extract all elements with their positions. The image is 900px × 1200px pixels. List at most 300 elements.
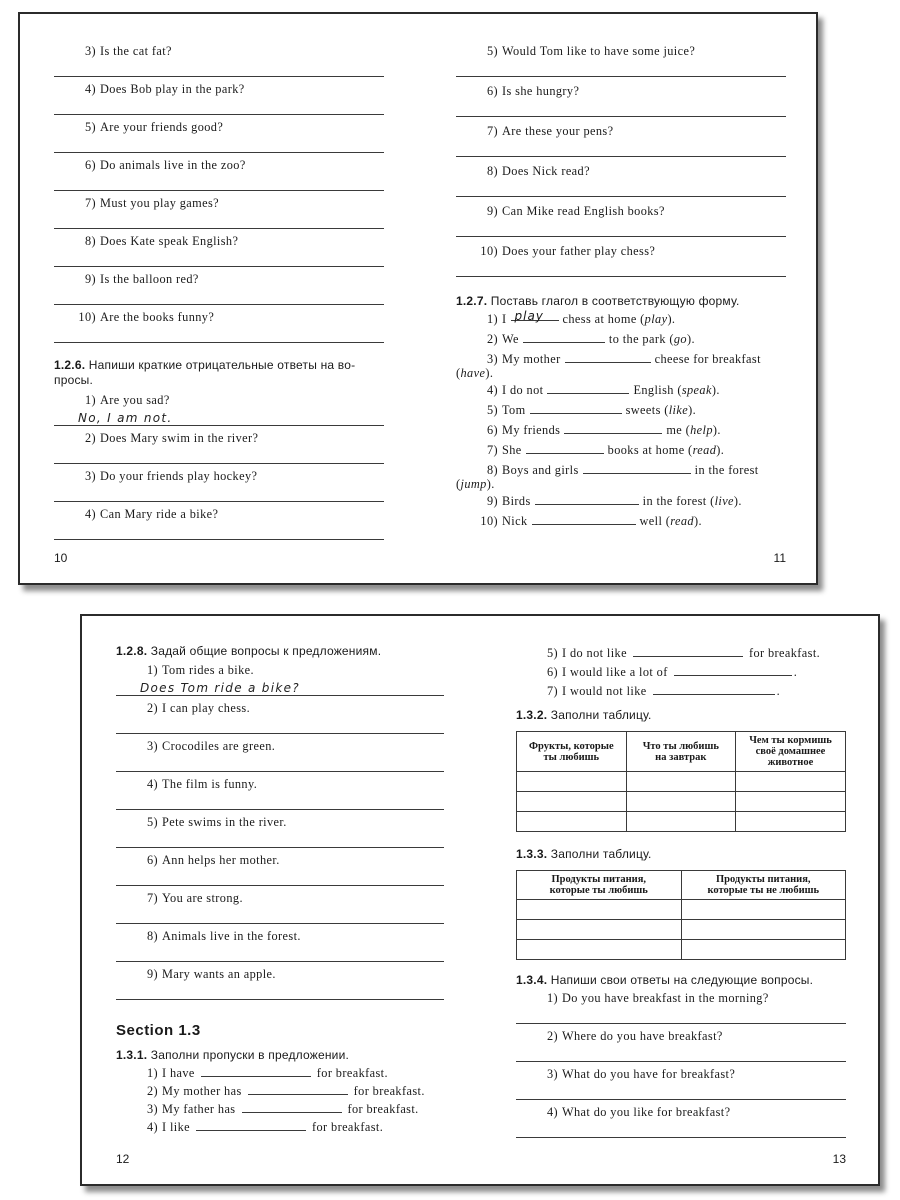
fill-item xyxy=(456,420,786,440)
table-cell[interactable] xyxy=(626,812,735,832)
question-text: Where do you have breakfast? xyxy=(562,1029,723,1043)
item-number: 3) xyxy=(146,1102,158,1116)
question-text: Mary wants an apple. xyxy=(162,967,276,981)
header-line: которые ты любишь xyxy=(549,885,648,896)
answer-line[interactable] xyxy=(116,681,444,696)
table-cell[interactable] xyxy=(517,940,682,960)
handwritten-answer: No, I am not. xyxy=(78,411,173,425)
task-instruction: Задай общие вопросы к предложениям. xyxy=(150,644,382,658)
task-1-2-7 xyxy=(456,294,786,531)
answer-line[interactable] xyxy=(456,116,786,117)
question-text: Would Tom like to have some juice? xyxy=(502,44,696,58)
question-item xyxy=(116,739,444,777)
page-11 xyxy=(456,14,786,583)
item-text: I like xyxy=(162,1120,191,1134)
question-item xyxy=(54,44,384,82)
task-heading xyxy=(516,847,846,862)
question-text: Is the cat fat? xyxy=(100,44,172,58)
item-number: 2) xyxy=(146,1084,158,1098)
answer-line[interactable] xyxy=(54,114,384,115)
question-item xyxy=(54,393,384,431)
question-text: Can Mike read English books? xyxy=(502,204,665,218)
page-12 xyxy=(116,616,444,1184)
answer-line[interactable] xyxy=(54,501,384,502)
question-item xyxy=(456,204,786,244)
item-text: Nick xyxy=(502,514,528,528)
question-number: 5) xyxy=(84,120,96,134)
question-number: 8) xyxy=(84,234,96,248)
item-punct: ). xyxy=(712,423,721,437)
task-instruction: Заполни таблицу. xyxy=(550,708,652,722)
blank-field[interactable] xyxy=(201,1065,311,1077)
verb-hint: read xyxy=(670,514,694,528)
answer-line[interactable] xyxy=(116,885,444,886)
answer-line[interactable] xyxy=(54,152,384,153)
task-heading xyxy=(116,644,444,659)
task-heading xyxy=(516,708,846,723)
answer-line[interactable] xyxy=(54,76,384,77)
answer-line[interactable] xyxy=(456,76,786,77)
item-number: 4) xyxy=(486,383,498,397)
question-text: Do animals live in the zoo? xyxy=(100,158,246,172)
answer-line[interactable] xyxy=(54,539,384,540)
task-heading xyxy=(116,1048,444,1063)
item-number: 6) xyxy=(546,665,558,679)
item-text: sweets ( xyxy=(625,403,669,417)
question-text: Is the balloon red? xyxy=(100,272,199,286)
question-number: 3) xyxy=(84,469,96,483)
question-number: 4) xyxy=(84,82,96,96)
question-text: Must you play games? xyxy=(100,196,219,210)
item-number: 4) xyxy=(146,1120,158,1134)
answer-line[interactable] xyxy=(516,1099,846,1100)
question-text: Crocodiles are green. xyxy=(162,739,276,753)
item-punct: ( xyxy=(456,477,461,491)
fill-item xyxy=(456,460,786,480)
fill-item xyxy=(456,309,786,329)
answer-line[interactable] xyxy=(456,236,786,237)
question-item xyxy=(456,244,786,284)
question-number: 4) xyxy=(84,507,96,521)
table-cell[interactable] xyxy=(626,792,735,812)
task-number: 1.3.1. xyxy=(116,1048,148,1062)
handwritten-answer: play xyxy=(514,309,544,323)
question-item xyxy=(54,310,384,348)
item-punct: ). xyxy=(693,514,702,528)
fill-item xyxy=(456,329,786,349)
header-line: Продукты питания, xyxy=(715,874,811,885)
table-cell[interactable] xyxy=(736,772,846,792)
page-spread-10-11 xyxy=(18,12,818,585)
item-number: 5) xyxy=(546,646,558,660)
question-item xyxy=(54,507,384,545)
answer-line[interactable] xyxy=(54,266,384,267)
question-number: 9) xyxy=(146,967,158,981)
question-number: 3) xyxy=(84,44,96,58)
question-text: Ann helps her mother. xyxy=(162,853,280,867)
answer-line[interactable] xyxy=(516,1137,846,1138)
task-1-3-2 xyxy=(516,708,846,832)
task-heading xyxy=(456,294,786,309)
task-heading xyxy=(54,358,384,373)
question-text: The film is funny. xyxy=(162,777,258,791)
blank-field[interactable] xyxy=(547,382,629,394)
blank-field[interactable] xyxy=(564,422,662,434)
table-cell[interactable] xyxy=(736,792,846,812)
question-item xyxy=(54,272,384,310)
task-number: 1.3.2. xyxy=(516,708,548,722)
question-number: 3) xyxy=(546,1067,558,1081)
blank-field[interactable] xyxy=(511,309,559,321)
blank-field[interactable] xyxy=(583,462,691,474)
answer-line[interactable] xyxy=(116,923,444,924)
blank-field[interactable] xyxy=(535,493,639,505)
question-item xyxy=(116,663,444,701)
task-number: 1.3.4. xyxy=(516,973,548,987)
item-number: 8) xyxy=(486,463,498,477)
item-text: in the forest xyxy=(694,463,759,477)
blank-field[interactable] xyxy=(530,402,622,414)
task-instruction: Напиши свои ответы на следующие вопросы. xyxy=(550,973,814,987)
item-text: . xyxy=(776,684,781,698)
verb-hint: have xyxy=(460,366,486,380)
verb-hint: go xyxy=(673,332,687,346)
question-item xyxy=(116,891,444,929)
item-text: I do not xyxy=(502,383,544,397)
question-item xyxy=(54,469,384,507)
question-number: 6) xyxy=(84,158,96,172)
question-text: Tom rides a bike. xyxy=(162,663,254,677)
task-number: 1.2.6. xyxy=(54,358,86,372)
question-number: 6) xyxy=(146,853,158,867)
handwritten-answer: Does Tom ride a bike? xyxy=(140,681,300,695)
question-item xyxy=(116,777,444,815)
fill-item xyxy=(116,1100,444,1118)
answer-line[interactable] xyxy=(456,196,786,197)
question-text: Are these your pens? xyxy=(502,124,614,138)
question-text: What do you like for breakfast? xyxy=(562,1105,731,1119)
answer-line[interactable] xyxy=(516,1023,846,1024)
item-text: well ( xyxy=(639,514,671,528)
item-text: books at home ( xyxy=(607,443,693,457)
item-text: I xyxy=(502,312,507,326)
question-item xyxy=(516,1029,846,1067)
question-number: 6) xyxy=(486,84,498,98)
question-number: 8) xyxy=(486,164,498,178)
question-number: 2) xyxy=(546,1029,558,1043)
question-item xyxy=(516,1067,846,1105)
table-row xyxy=(517,940,846,960)
verb-hint: read xyxy=(692,443,717,457)
item-number: 1) xyxy=(146,1066,158,1080)
item-number: 7) xyxy=(486,443,498,457)
fill-item xyxy=(456,349,786,369)
item-text: I would like a lot of xyxy=(562,665,668,679)
item-punct: ). xyxy=(686,332,695,346)
question-number: 2) xyxy=(84,431,96,445)
item-text: I do not like xyxy=(562,646,627,660)
task-instruction: Напиши краткие отрицательные ответы на во- xyxy=(88,358,356,372)
question-number: 7) xyxy=(84,196,96,210)
header-line: Что ты любишь xyxy=(642,740,719,752)
page-number: 11 xyxy=(773,551,786,565)
question-item xyxy=(54,196,384,234)
verb-hint: speak xyxy=(681,383,712,397)
item-text: Boys and girls xyxy=(502,463,579,477)
question-item xyxy=(516,991,846,1029)
page-number: 12 xyxy=(116,1152,130,1166)
question-text: Does Kate speak English? xyxy=(100,234,239,248)
item-text: for breakfast. xyxy=(353,1084,425,1098)
question-item xyxy=(54,234,384,272)
answer-line[interactable] xyxy=(116,771,444,772)
answer-line[interactable] xyxy=(116,961,444,962)
answer-line[interactable] xyxy=(54,342,384,343)
header-line: ты любишь xyxy=(543,751,600,763)
fill-item xyxy=(116,1082,444,1100)
blank-field[interactable] xyxy=(242,1101,342,1113)
question-text: Are the books funny? xyxy=(100,310,215,324)
blank-field[interactable] xyxy=(532,513,636,525)
table-cell[interactable] xyxy=(681,920,846,940)
item-punct: ). xyxy=(667,312,676,326)
verb-hint: live xyxy=(714,494,734,508)
item-punct: ). xyxy=(711,383,720,397)
header-line: своё домашнее xyxy=(755,746,826,757)
question-number: 7) xyxy=(146,891,158,905)
answer-line[interactable] xyxy=(456,276,786,277)
question-item xyxy=(516,1105,846,1143)
item-text: English ( xyxy=(633,383,682,397)
table-cell[interactable] xyxy=(517,792,627,812)
task-instruction: Заполни пропуски в предложении. xyxy=(150,1048,350,1062)
item-punct: ). xyxy=(485,366,494,380)
question-item xyxy=(54,120,384,158)
item-text: me ( xyxy=(666,423,691,437)
table-cell[interactable] xyxy=(681,940,846,960)
answer-line[interactable] xyxy=(116,999,444,1000)
table-cell[interactable] xyxy=(626,772,735,792)
question-item xyxy=(456,164,786,204)
blank-field[interactable] xyxy=(196,1119,306,1131)
item-text: Tom xyxy=(502,403,526,417)
item-number: 7) xyxy=(546,684,558,698)
blank-field[interactable] xyxy=(523,331,605,343)
question-text: What do you have for breakfast? xyxy=(562,1067,736,1081)
verb-hint: like xyxy=(668,403,689,417)
task-instruction: Заполни таблицу. xyxy=(550,847,652,861)
question-item xyxy=(116,815,444,853)
question-number: 5) xyxy=(486,44,498,58)
question-list-continued xyxy=(54,44,384,348)
item-text: We xyxy=(502,332,519,346)
question-text: Is she hungry? xyxy=(502,84,580,98)
question-text: Does Mary swim in the river? xyxy=(100,431,259,445)
fill-item xyxy=(456,400,786,420)
item-number: 3) xyxy=(486,352,498,366)
header-line: которые ты не любишь xyxy=(707,885,820,896)
question-number: 8) xyxy=(146,929,158,943)
question-text: Are you sad? xyxy=(100,393,170,407)
item-text: She xyxy=(502,443,522,457)
task-1-3-1-continued xyxy=(516,644,846,701)
question-number: 4) xyxy=(546,1105,558,1119)
fill-item xyxy=(456,440,786,460)
table-header xyxy=(517,732,627,772)
item-number: 10) xyxy=(480,514,498,528)
blank-field[interactable] xyxy=(248,1083,348,1095)
fill-item xyxy=(516,663,846,682)
blank-field[interactable] xyxy=(565,351,651,363)
page-number: 10 xyxy=(54,551,68,565)
item-text: in the forest ( xyxy=(642,494,715,508)
item-text: for breakfast. xyxy=(312,1120,384,1134)
question-number: 9) xyxy=(84,272,96,286)
task-1-3-3 xyxy=(516,847,846,960)
question-text: Does Bob play in the park? xyxy=(100,82,245,96)
page-spread-12-13 xyxy=(80,614,880,1186)
item-number: 6) xyxy=(486,423,498,437)
header-line: животное xyxy=(767,757,814,768)
header-line: Фрукты, которые xyxy=(528,740,614,752)
page-10 xyxy=(54,14,384,583)
question-item xyxy=(116,967,444,1005)
answer-line[interactable] xyxy=(54,463,384,464)
task-1-2-6 xyxy=(54,358,384,545)
item-text: for breakfast. xyxy=(748,646,821,660)
item-text: . xyxy=(793,665,798,679)
item-text: chess at home ( xyxy=(562,312,645,326)
question-item xyxy=(54,158,384,196)
item-text: I would not like xyxy=(562,684,647,698)
item-text: My mother xyxy=(502,352,561,366)
fill-table-2 xyxy=(516,870,846,960)
task-instruction: Поставь глагол в соответствующую форму. xyxy=(490,294,740,308)
task-1-3-4 xyxy=(516,973,846,1143)
item-text: to the park ( xyxy=(608,332,674,346)
question-text: Animals live in the forest. xyxy=(162,929,301,943)
question-number: 10) xyxy=(78,310,96,324)
fill-item xyxy=(116,1064,444,1082)
question-text: Does Nick read? xyxy=(502,164,590,178)
item-text: I have xyxy=(162,1066,195,1080)
answer-line[interactable] xyxy=(116,809,444,810)
question-text: Do you have breakfast in the morning? xyxy=(562,991,769,1005)
answer-line[interactable] xyxy=(54,190,384,191)
question-item xyxy=(456,124,786,164)
verb-hint: jump xyxy=(460,477,487,491)
table-cell[interactable] xyxy=(517,920,682,940)
question-text: Does your father play chess? xyxy=(502,244,656,258)
question-number: 5) xyxy=(146,815,158,829)
item-text: My father has xyxy=(162,1102,236,1116)
blank-field[interactable] xyxy=(526,442,604,454)
item-number: 2) xyxy=(486,332,498,346)
item-punct: ( xyxy=(456,366,461,380)
item-number: 5) xyxy=(486,403,498,417)
task-instruction-cont: просы. xyxy=(54,373,94,387)
table-header xyxy=(681,871,846,900)
question-text: Pete swims in the river. xyxy=(162,815,287,829)
item-punct: ). xyxy=(688,403,697,417)
table-row xyxy=(517,772,846,792)
header-line: Продукты питания, xyxy=(551,874,647,885)
question-text: Are your friends good? xyxy=(100,120,224,134)
table-row xyxy=(517,812,846,832)
page-number: 13 xyxy=(832,1152,846,1166)
blank-field[interactable] xyxy=(633,645,743,657)
question-text: I can play chess. xyxy=(162,701,251,715)
blank-field[interactable] xyxy=(674,664,792,676)
header-line: Чем ты кормишь xyxy=(749,735,832,746)
question-number: 1) xyxy=(84,393,96,407)
question-item xyxy=(116,701,444,739)
item-number: 1) xyxy=(486,312,498,326)
task-number: 1.2.8. xyxy=(116,644,148,658)
fill-item xyxy=(456,491,786,511)
item-number: 9) xyxy=(486,494,498,508)
question-list-continued xyxy=(456,44,786,284)
table-header xyxy=(736,732,846,772)
table-header xyxy=(626,732,735,772)
question-item xyxy=(54,431,384,469)
question-number: 3) xyxy=(146,739,158,753)
task-number: 1.3.3. xyxy=(516,847,548,861)
item-text: My mother has xyxy=(162,1084,242,1098)
answer-line[interactable] xyxy=(54,228,384,229)
answer-line[interactable] xyxy=(516,1061,846,1062)
table-header xyxy=(517,871,682,900)
table-cell[interactable] xyxy=(517,772,627,792)
table-cell[interactable] xyxy=(736,812,846,832)
question-number: 4) xyxy=(146,777,158,791)
answer-line[interactable] xyxy=(116,847,444,848)
question-number: 1) xyxy=(546,991,558,1005)
table-cell[interactable] xyxy=(681,900,846,920)
task-number: 1.2.7. xyxy=(456,294,488,308)
verb-hint: help xyxy=(690,423,713,437)
question-item xyxy=(456,44,786,84)
question-number: 1) xyxy=(146,663,158,677)
question-number: 2) xyxy=(146,701,158,715)
blank-field[interactable] xyxy=(653,683,775,695)
item-text: cheese for breakfast xyxy=(654,352,761,366)
header-line: на завтрак xyxy=(655,751,707,763)
item-punct: ). xyxy=(716,443,725,457)
task-heading xyxy=(516,973,846,988)
fill-table-1 xyxy=(516,731,846,832)
item-punct: ). xyxy=(733,494,742,508)
verb-hint: play xyxy=(644,312,668,326)
question-item xyxy=(54,82,384,120)
answer-line[interactable] xyxy=(54,304,384,305)
question-number: 9) xyxy=(486,204,498,218)
table-row xyxy=(517,920,846,940)
answer-line[interactable] xyxy=(54,411,384,426)
fill-item xyxy=(116,1118,444,1136)
question-text: You are strong. xyxy=(162,891,243,905)
answer-line[interactable] xyxy=(116,733,444,734)
table-cell[interactable] xyxy=(517,900,682,920)
question-number: 7) xyxy=(486,124,498,138)
answer-line[interactable] xyxy=(456,156,786,157)
item-text: Birds xyxy=(502,494,531,508)
fill-item xyxy=(516,644,846,663)
item-text: for breakfast. xyxy=(316,1066,388,1080)
item-punct: ). xyxy=(486,477,495,491)
table-cell[interactable] xyxy=(517,812,627,832)
question-text: Do your friends play hockey? xyxy=(100,469,258,483)
